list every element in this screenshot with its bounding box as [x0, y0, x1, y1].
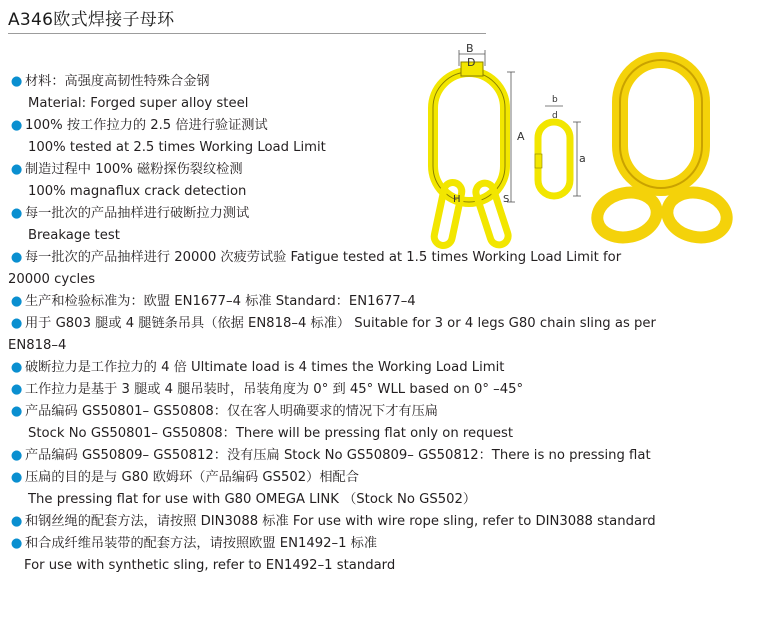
- bullet-dot-icon: ●: [10, 448, 23, 463]
- bullet-dot-icon: ●: [10, 294, 23, 309]
- spec-item: [8, 401, 663, 445]
- bullet-dot-icon: ●: [10, 118, 23, 133]
- spec-item: [8, 511, 663, 533]
- bullet-dot-icon: ●: [10, 536, 23, 551]
- dim-label-d-lower: d: [552, 111, 558, 121]
- spec-text: 产品编码 GS50801– GS50808：仅在客人明确要求的情况下才有压扁: [25, 404, 438, 419]
- spec-item: [8, 533, 663, 577]
- spec-item: [8, 203, 663, 247]
- spec-text: 压扁的目的是与 G80 欧姆环（产品编码 GS502）相配合: [25, 470, 359, 485]
- spec-line: [8, 379, 663, 401]
- spec-english-text: For use with synthetic sling, refer to EN1492–1 standard: [24, 558, 396, 573]
- bullet-dot-icon: ●: [10, 206, 23, 221]
- dim-label-b-lower: b: [552, 95, 558, 105]
- spec-line: [8, 401, 663, 423]
- title-divider: [8, 33, 486, 34]
- bullet-dot-icon: ●: [10, 514, 23, 529]
- bullet-dot-icon: ●: [10, 316, 23, 331]
- bullet-dot-icon: ●: [10, 382, 23, 397]
- spec-line: [8, 511, 663, 533]
- dim-label-a-upper: A: [517, 130, 525, 143]
- spec-text: 用于 G803 腿或 4 腿链条吊具（依据 EN818–4 标准） Suitable for 3 or 4 legs G80 chain sling as per EN818–4: [8, 316, 656, 353]
- spec-line: [8, 247, 663, 291]
- spec-text: 和钢丝绳的配套方法，请按照 DIN3088 标准 For use with wire rope sling, refer to DIN3088 standard: [25, 514, 656, 529]
- spec-line: [8, 357, 663, 379]
- spec-english-text: Material: Forged super alloy steel: [28, 96, 249, 111]
- spec-text: 每一批次的产品抽样进行 20000 次疲劳试验 Fatigue tested at 1.5 times Working Load Limit for 20000 cycles: [8, 250, 622, 287]
- spec-item: [8, 71, 663, 115]
- spec-item: [8, 313, 663, 357]
- spec-text: 100% 按工作拉力的 2.5 倍进行验证测试: [25, 118, 268, 133]
- spec-item: [8, 247, 663, 291]
- bullet-dot-icon: ●: [10, 470, 23, 485]
- spec-line: [8, 533, 663, 555]
- spec-line: [8, 445, 663, 467]
- spec-list: [8, 71, 663, 577]
- spec-line: [8, 71, 663, 93]
- spec-english-text: The pressing flat for use with G80 OMEGA LINK （Stock No GS502）: [28, 492, 477, 507]
- bullet-dot-icon: ●: [10, 74, 23, 89]
- spec-english-text: 100% magnaflux crack detection: [28, 184, 247, 199]
- spec-text: 材料：高强度高韧性特殊合金钢: [25, 74, 210, 89]
- spec-line: [8, 159, 663, 181]
- spec-text: 制造过程中 100% 磁粉探伤裂纹检测: [25, 162, 243, 177]
- bullet-dot-icon: ●: [10, 162, 23, 177]
- spec-line: [8, 313, 663, 357]
- bullet-dot-icon: ●: [10, 404, 23, 419]
- spec-text: 产品编码 GS50809– GS50812：没有压扁 Stock No GS50809– GS50812：There is no pressing flat: [25, 448, 651, 463]
- spec-line: [8, 203, 663, 225]
- spec-line: [8, 115, 663, 137]
- spec-item: [8, 291, 663, 313]
- bullet-dot-icon: ●: [10, 360, 23, 375]
- spec-english-text: Stock No GS50801– GS50808：There will be pressing flat only on request: [28, 426, 514, 441]
- spec-text: 生产和检验标准为：欧盟 EN1677–4 标准 Standard：EN1677–4: [25, 294, 416, 309]
- spec-line: [8, 291, 663, 313]
- spec-item: [8, 445, 663, 467]
- dim-label-a-lower: a: [579, 152, 586, 165]
- dim-label-d-upper: D: [467, 56, 476, 69]
- dim-label-s: S: [503, 194, 510, 205]
- spec-item: [8, 379, 663, 401]
- spec-item: [8, 467, 663, 511]
- spec-item: [8, 357, 663, 379]
- spec-item: [8, 115, 663, 159]
- page-title: A346欧式焊接子母环: [8, 10, 175, 30]
- spec-text: 工作拉力是基于 3 腿或 4 腿吊装时，吊装角度为 0° 到 45° WLL based on 0° –45°: [25, 382, 524, 397]
- spec-item: [8, 159, 663, 203]
- spec-line: [8, 467, 663, 489]
- bullet-dot-icon: ●: [10, 250, 23, 265]
- dim-label-b-upper: B: [466, 42, 474, 55]
- spec-text: 破断拉力是工作拉力的 4 倍 Ultimate load is 4 times the Working Load Limit: [25, 360, 505, 375]
- dim-label-h: H: [453, 194, 461, 205]
- spec-english-text: Breakage test: [28, 228, 120, 243]
- spec-english-text: 100% tested at 2.5 times Working Load Limit: [28, 140, 326, 155]
- spec-text: 每一批次的产品抽样进行破断拉力测试: [25, 206, 250, 221]
- spec-text: 和合成纤维吊装带的配套方法，请按照欧盟 EN1492–1 标准: [25, 536, 378, 551]
